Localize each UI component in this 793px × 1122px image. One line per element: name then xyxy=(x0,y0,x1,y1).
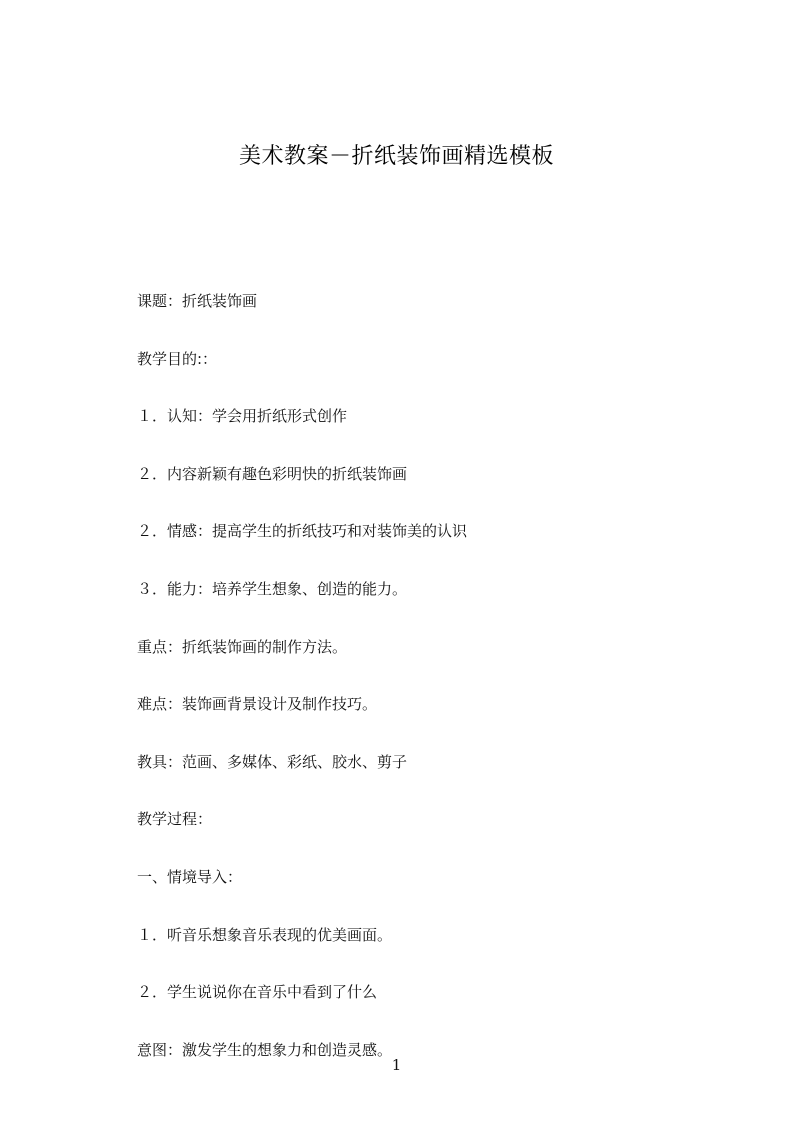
goal-content: ２．内容新颖有趣色彩明快的折纸装饰画 xyxy=(137,464,408,483)
goal-emotion: ２．情感：提高学生的折纸技巧和对装饰美的认识 xyxy=(137,522,468,541)
teaching-materials: 教具：范画、多媒体、彩纸、胶水、剪子 xyxy=(137,752,408,771)
page-number: 1 xyxy=(391,1056,402,1074)
intro-step-2: ２．学生说说你在音乐中看到了什么 xyxy=(137,983,378,1002)
goal-ability: ３．能力：培养学生想象、创造的能力。 xyxy=(137,579,408,598)
situation-intro-heading: 一、情境导入： xyxy=(137,867,243,886)
goal-cognition: １．认知：学会用折纸形式创作 xyxy=(137,407,348,426)
teaching-goals-heading: 教学目的:： xyxy=(137,349,218,368)
key-point: 重点：折纸装饰画的制作方法。 xyxy=(137,637,348,656)
intention: 意图：激发学生的想象力和创造灵感。 xyxy=(137,1040,393,1059)
difficult-point: 难点：装饰画背景设计及制作技巧。 xyxy=(137,695,378,714)
intro-step-1: １．听音乐想象音乐表现的优美画面。 xyxy=(137,925,393,944)
lesson-topic: 课题：折纸装饰画 xyxy=(137,292,258,310)
teaching-process-heading: 教学过程： xyxy=(137,810,213,829)
document-body xyxy=(137,289,697,1095)
document-title: 美术教案－折纸装饰画精选模板 xyxy=(238,144,554,169)
